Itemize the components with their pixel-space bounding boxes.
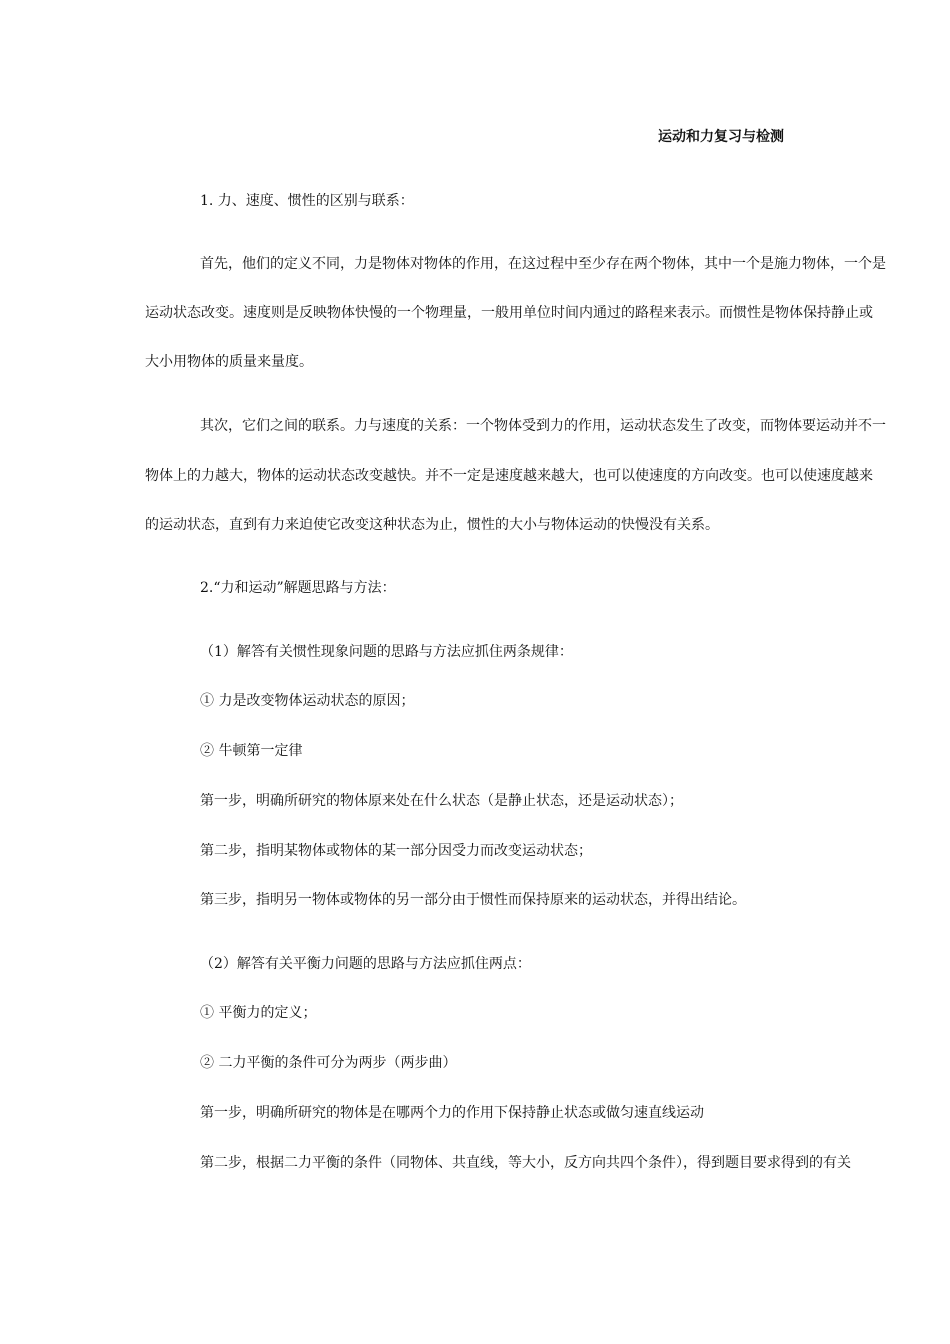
section1-para2-line1: 其次，它们之间的联系。力与速度的关系：一个物体受到力的作用，运动状态发生了改变，而物体要运动并不一: [200, 418, 886, 434]
section1-para1-line2: 运动状态改变。速度则是反映物体快慢的一个物理量，一般用单位时间内通过的路程来表示。而惯性是物体保持静止或: [145, 305, 873, 321]
sub2-item2: ② 二力平衡的条件可分为两步（两步曲）: [200, 1055, 457, 1071]
sub1-heading: （1）解答有关惯性现象问题的思路与方法应抓住两条规律：: [200, 644, 573, 660]
section1-para1-line1: 首先，他们的定义不同，力是物体对物体的作用，在这过程中至少存在两个物体，其中一个是施力物体，一个是: [200, 256, 886, 272]
sub1-item1: ① 力是改变物体运动状态的原因；: [200, 693, 415, 709]
sub1-item2: ② 牛顿第一定律: [200, 743, 303, 759]
sub1-step3: 第三步，指明另一物体或物体的另一部分由于惯性而保持原来的运动状态，并得出结论。: [200, 892, 746, 908]
sub1-step1: 第一步，明确所研究的物体原来处在什么状态（是静止状态，还是运动状态）；: [200, 793, 683, 809]
sub2-item1: ① 平衡力的定义；: [200, 1005, 317, 1021]
section1-para2-line2: 物体上的力越大，物体的运动状态改变越快。并不一定是速度越来越大，也可以使速度的方向改变。也可以使速度越来: [145, 468, 873, 484]
sub1-step2: 第二步，指明某物体或物体的某一部分因受力而改变运动状态；: [200, 843, 592, 859]
sub2-step1: 第一步，明确所研究的物体是在哪两个力的作用下保持静止状态或做匀速直线运动: [200, 1105, 704, 1121]
section1-para2-line3: 的运动状态，直到有力来迫使它改变这种状态为止，惯性的大小与物体运动的快慢没有关系。: [145, 517, 719, 533]
sub2-heading: （2）解答有关平衡力问题的思路与方法应抓住两点：: [200, 956, 531, 972]
section2-heading: 2.“力和运动”解题思路与方法：: [200, 580, 396, 596]
sub2-step2: 第二步，根据二力平衡的条件（同物体、共直线，等大小，反方向共四个条件），得到题目要求得到的有关: [200, 1155, 851, 1171]
section1-para1-line3: 大小用物体的质量来量度。: [145, 354, 313, 370]
section1-heading: 1. 力、速度、惯性的区别与联系：: [200, 193, 414, 209]
document-title: 运动和力复习与检测: [658, 129, 784, 145]
